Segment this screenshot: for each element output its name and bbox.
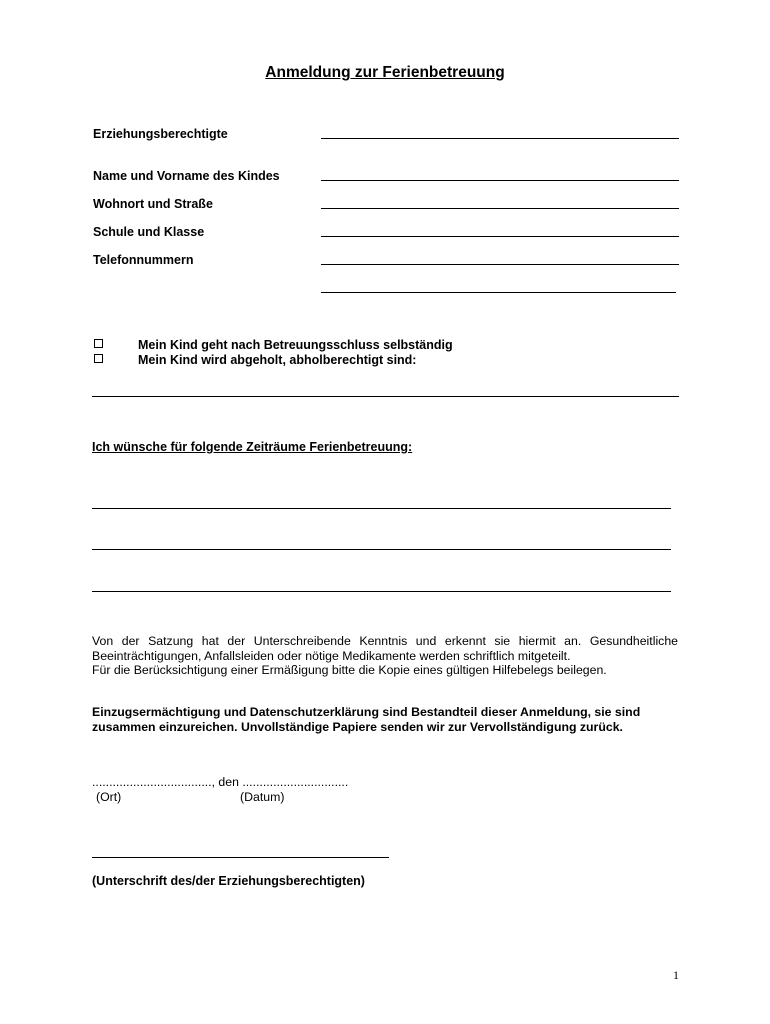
picked-up-label: Mein Kind wird abgeholt, abholberechtigt sind: (138, 353, 417, 367)
self-pickup-label: Mein Kind geht nach Betreuungsschluss selbständig (138, 338, 453, 352)
signature-label: (Unterschrift des/der Erziehungsberechtigten) (92, 874, 365, 888)
child-name-input-line[interactable] (321, 180, 679, 181)
period-input-line-1[interactable] (92, 508, 671, 509)
child-name-label: Name und Vorname des Kindes (93, 169, 280, 183)
terms-line-3: Für die Berücksichtigung einer Ermäßigung bitte die Kopie eines gültigen Hilfebelegs beilegen. (92, 663, 607, 677)
school-class-label: Schule und Klasse (93, 225, 205, 239)
document-title: Anmeldung zur Ferienbetreuung (265, 64, 505, 81)
notice-line-1: Einzugsermächtigung und Datenschutzerklärung sind Bestandteil dieser Anmeldung, sie sind (92, 705, 641, 719)
phone-label: Telefonnummern (93, 253, 194, 267)
pickup-persons-input-line[interactable] (92, 396, 679, 397)
picked-up-checkbox[interactable] (94, 354, 103, 363)
periods-heading: Ich wünsche für folgende Zeiträume Ferienbetreuung: (92, 440, 413, 454)
period-input-line-2[interactable] (92, 549, 671, 550)
self-pickup-checkbox[interactable] (94, 339, 103, 348)
place-label: (Ort) (96, 790, 122, 804)
guardian-input-line[interactable] (321, 138, 679, 139)
place-date-line[interactable]: ..................................., den ............................... (92, 775, 349, 789)
terms-line-2: Beeinträchtigungen, Anfallsleiden oder nötige Medikamente werden schriftlich mitgeteilt. (92, 648, 571, 663)
date-label: (Datum) (240, 790, 285, 804)
guardian-label: Erziehungsberechtigte (93, 127, 228, 141)
notice-paragraph (92, 705, 682, 734)
terms-line-1: Von der Satzung hat der Unterschreibende Kenntnis und erkennt sie hiermit an. Gesundheitliche (92, 634, 678, 648)
notice-line-2: zusammen einzureichen. Unvollständige Papiere senden wir zur Vervollständigung zurück. (92, 719, 623, 734)
phone-input-line[interactable] (321, 264, 679, 265)
signature-line[interactable] (92, 857, 389, 858)
terms-paragraph (92, 634, 678, 678)
address-input-line[interactable] (321, 208, 679, 209)
school-class-input-line[interactable] (321, 236, 679, 237)
period-input-line-3[interactable] (92, 591, 671, 592)
page-number: 1 (673, 968, 679, 982)
address-label: Wohnort und Straße (93, 197, 213, 211)
phone-input-line-2[interactable] (321, 292, 676, 293)
